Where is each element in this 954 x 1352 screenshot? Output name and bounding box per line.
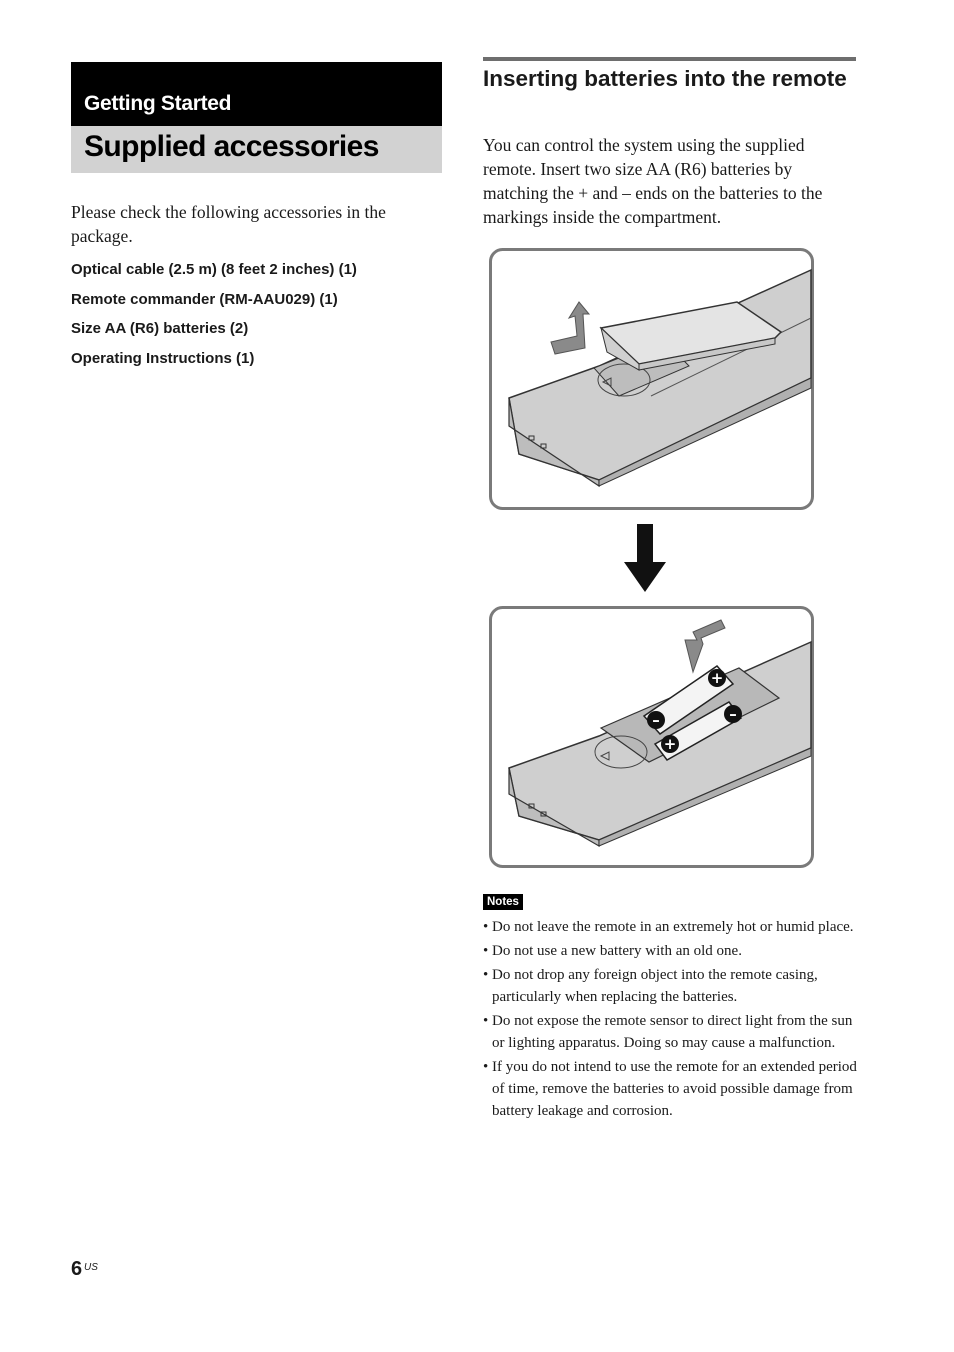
- note-item: • Do not drop any foreign object into the remote casing, particularly when replacing the batteries.: [483, 964, 859, 1008]
- instruction-paragraph: You can control the system using the supplied remote. Insert two size AA (R6) batteries by matching the + and – ends on the batteries to the markings inside the compartment.: [483, 135, 823, 227]
- page-region-suffix: US: [84, 1262, 98, 1273]
- accessory-item: Size AA (R6) batteries (2): [71, 320, 249, 338]
- accessory-list: [71, 260, 357, 378]
- down-arrow-icon: [624, 524, 666, 592]
- section-heading: Inserting batteries into the remote: [483, 66, 847, 91]
- intro-text: Please check the following accessories in the package.: [71, 202, 386, 246]
- svg-text:–: –: [729, 705, 737, 723]
- plus-marker-icon: [661, 735, 679, 753]
- page-title: Supplied accessories: [71, 126, 442, 173]
- note-item: • Do not expose the remote sensor to direct light from the sun or lighting apparatus. Doing so may cause a malfunction.: [483, 1010, 859, 1054]
- svg-text:+: +: [710, 669, 724, 687]
- minus-marker-icon: [724, 705, 742, 723]
- remote-cover-open-illustration: [489, 248, 814, 510]
- svg-text:+: +: [663, 735, 677, 753]
- battery-insertion-illustration: [489, 606, 814, 868]
- heading-rule: [483, 57, 856, 61]
- minus-marker-icon: [647, 711, 665, 729]
- notes-badge: Notes: [483, 894, 523, 910]
- accessory-item: Optical cable (2.5 m) (8 feet 2 inches) (1): [71, 261, 357, 278]
- note-item: • Do not use a new battery with an old one.: [483, 940, 859, 962]
- accessory-item: Operating Instructions (1): [71, 349, 255, 367]
- note-item: • Do not leave the remote in an extremely hot or humid place.: [483, 916, 859, 938]
- page-number: 6: [71, 1258, 83, 1280]
- note-item: • If you do not intend to use the remote for an extended period of time, remove the batteries to avoid possible damage from battery leakage and corrosion.: [483, 1056, 859, 1122]
- svg-text:–: –: [652, 711, 660, 729]
- plus-marker-icon: [708, 669, 726, 687]
- notes-list: [483, 916, 859, 1124]
- section-label: Getting Started: [71, 62, 442, 126]
- accessory-item: Remote commander (RM-AAU029) (1): [71, 290, 338, 308]
